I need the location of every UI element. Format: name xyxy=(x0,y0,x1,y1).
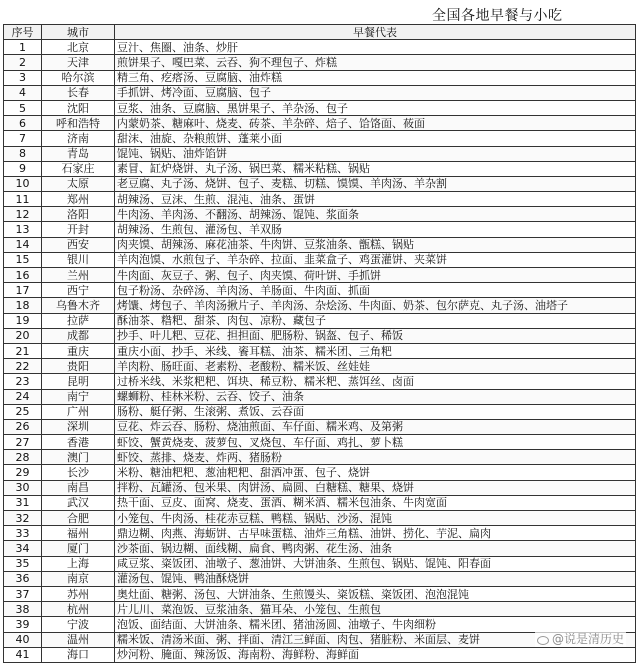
table-row xyxy=(4,526,636,541)
row-food: 手抓饼、烤冷面、豆腐脑、包子 xyxy=(115,85,636,100)
row-city: 苏州 xyxy=(42,586,115,601)
row-number: 30 xyxy=(4,480,42,495)
row-city: 天津 xyxy=(42,55,115,70)
row-number: 23 xyxy=(4,374,42,389)
row-number: 10 xyxy=(4,176,42,191)
row-number: 6 xyxy=(4,116,42,131)
header-food: 早餐代表 xyxy=(115,25,636,40)
row-food: 拌粉、瓦罐汤、包米果、肉饼汤、扁圆、白糖糕、糖果、烧饼 xyxy=(115,480,636,495)
table-row xyxy=(4,85,636,100)
table-row xyxy=(4,586,636,601)
row-city: 郑州 xyxy=(42,192,115,207)
row-city: 昆明 xyxy=(42,374,115,389)
row-number: 32 xyxy=(4,511,42,526)
table-row xyxy=(4,602,636,617)
row-number: 40 xyxy=(4,632,42,647)
table-row xyxy=(4,161,636,176)
row-number: 25 xyxy=(4,404,42,419)
row-city: 开封 xyxy=(42,222,115,237)
table-row xyxy=(4,268,636,283)
row-food: 虾饺、蒸排、烧麦、炸两、猪肠粉 xyxy=(115,450,636,465)
row-city: 洛阳 xyxy=(42,207,115,222)
row-food: 糯米饭、清汤米面、粥、拌面、清江三鲜面、肉包、猪脏粉、米面层、麦饼 xyxy=(115,632,636,647)
row-city: 广州 xyxy=(42,404,115,419)
row-food: 过桥米线、米浆粑粑、饵块、稀豆粉、糯米粑、蒸饵丝、卤面 xyxy=(115,374,636,389)
breakfast-table xyxy=(3,24,636,663)
row-city: 北京 xyxy=(42,40,115,55)
row-city: 西宁 xyxy=(42,283,115,298)
row-city: 杭州 xyxy=(42,602,115,617)
table-row xyxy=(4,374,636,389)
table-row xyxy=(4,541,636,556)
table-row xyxy=(4,480,636,495)
table-row xyxy=(4,70,636,85)
row-city: 香港 xyxy=(42,435,115,450)
table-row xyxy=(4,389,636,404)
row-number: 5 xyxy=(4,100,42,115)
row-food: 虾饺、蟹黄烧麦、菠萝包、叉烧包、车仔面、鸡扎、萝卜糕 xyxy=(115,435,636,450)
watermark-text: @说是清历史 xyxy=(551,632,624,646)
row-number: 36 xyxy=(4,571,42,586)
row-city: 南昌 xyxy=(42,480,115,495)
table-row xyxy=(4,571,636,586)
row-number: 24 xyxy=(4,389,42,404)
row-food: 甜沫、油旋、杂粮煎饼、蓬莱小面 xyxy=(115,131,636,146)
row-food: 胡辣汤、豆沫、生煎、混沌、油条、蛋饼 xyxy=(115,192,636,207)
row-number: 39 xyxy=(4,617,42,632)
row-food: 酥油茶、糌粑、甜茶、肉包、凉粉、藏包子 xyxy=(115,313,636,328)
row-city: 长春 xyxy=(42,85,115,100)
row-number: 13 xyxy=(4,222,42,237)
row-city: 石家庄 xyxy=(42,161,115,176)
table-row xyxy=(4,465,636,480)
table-row xyxy=(4,647,636,662)
row-city: 拉萨 xyxy=(42,313,115,328)
row-food: 泡饭、面结面、大饼油条、糯米团、猪油汤圆、油墩子、牛肉细粉 xyxy=(115,617,636,632)
table-row xyxy=(4,131,636,146)
row-city: 澳门 xyxy=(42,450,115,465)
row-city: 合肥 xyxy=(42,511,115,526)
table-row xyxy=(4,511,636,526)
weibo-icon xyxy=(537,634,549,644)
row-number: 37 xyxy=(4,586,42,601)
row-city: 温州 xyxy=(42,632,115,647)
row-food: 豆花、炸云吞、肠粉、烧油煎面、车仔面、糯米鸡、及第粥 xyxy=(115,419,636,434)
table-row xyxy=(4,55,636,70)
table-row xyxy=(4,359,636,374)
row-city: 西安 xyxy=(42,237,115,252)
row-food: 胡辣汤、生煎包、灌汤包、羊双肠 xyxy=(115,222,636,237)
row-number: 38 xyxy=(4,602,42,617)
table-row xyxy=(4,450,636,465)
row-number: 29 xyxy=(4,465,42,480)
row-number: 18 xyxy=(4,298,42,313)
row-number: 8 xyxy=(4,146,42,161)
row-number: 27 xyxy=(4,435,42,450)
header-row xyxy=(4,25,636,40)
row-food: 炒河粉、腌面、辣汤饭、海南粉、海鲜粉、海鲜面 xyxy=(115,647,636,662)
row-food: 羊肉粉、肠旺面、老素粉、老酸粉、糯米饭、丝娃娃 xyxy=(115,359,636,374)
row-food: 小笼包、牛肉汤、桂花赤豆糕、鸭糕、锅贴、沙汤、混饨 xyxy=(115,511,636,526)
row-number: 19 xyxy=(4,313,42,328)
row-number: 22 xyxy=(4,359,42,374)
table-row xyxy=(4,192,636,207)
row-number: 11 xyxy=(4,192,42,207)
row-city: 青岛 xyxy=(42,146,115,161)
table-row xyxy=(4,556,636,571)
row-city: 呼和浩特 xyxy=(42,116,115,131)
row-number: 16 xyxy=(4,268,42,283)
row-food: 螺蛳粉、桂林米粉、云吞、饺子、油条 xyxy=(115,389,636,404)
row-food: 重庆小面、抄手、米线、餈耳糕、油茶、糯米团、三角粑 xyxy=(115,343,636,358)
table-row xyxy=(4,404,636,419)
row-city: 银川 xyxy=(42,252,115,267)
row-number: 1 xyxy=(4,40,42,55)
row-food: 热干面、豆皮、面窝、烧麦、蛋酒、糊米酒、糯米包油条、牛肉宽面 xyxy=(115,495,636,510)
row-number: 28 xyxy=(4,450,42,465)
row-number: 31 xyxy=(4,495,42,510)
row-city: 深圳 xyxy=(42,419,115,434)
header-no: 序号 xyxy=(4,25,42,40)
row-number: 12 xyxy=(4,207,42,222)
row-food: 牛肉汤、羊肉汤、不翻汤、胡辣汤、馄饨、浆面条 xyxy=(115,207,636,222)
table-row xyxy=(4,237,636,252)
row-city: 福州 xyxy=(42,526,115,541)
row-number: 35 xyxy=(4,556,42,571)
row-number: 15 xyxy=(4,252,42,267)
row-number: 14 xyxy=(4,237,42,252)
table-row xyxy=(4,328,636,343)
row-food: 灌汤包、馄饨、鸭油酥烧饼 xyxy=(115,571,636,586)
row-number: 33 xyxy=(4,526,42,541)
table-row xyxy=(4,313,636,328)
table-row xyxy=(4,40,636,55)
table-row xyxy=(4,435,636,450)
watermark xyxy=(535,630,626,647)
row-food: 馄饨、锅贴、油炸馅饼 xyxy=(115,146,636,161)
row-food: 沙茶面、锅边糊、面线糊、扁食、鸭肉粥、花生汤、油条 xyxy=(115,541,636,556)
row-number: 26 xyxy=(4,419,42,434)
row-number: 9 xyxy=(4,161,42,176)
row-city: 南宁 xyxy=(42,389,115,404)
row-food: 内蒙奶茶、糖麻叶、烧麦、砖茶、羊杂碎、焙子、饸饹面、莜面 xyxy=(115,116,636,131)
table-row xyxy=(4,176,636,191)
row-city: 武汉 xyxy=(42,495,115,510)
row-food: 包子粉汤、杂碎汤、羊肉汤、羊肠面、牛肉面、抓面 xyxy=(115,283,636,298)
row-city: 哈尔滨 xyxy=(42,70,115,85)
row-food: 老豆腐、丸子汤、烧饼、包子、麦糕、切糕、馍馍、羊肉汤、羊杂割 xyxy=(115,176,636,191)
table-row xyxy=(4,116,636,131)
row-city: 重庆 xyxy=(42,343,115,358)
row-city: 南京 xyxy=(42,571,115,586)
table-row xyxy=(4,207,636,222)
row-city: 贵阳 xyxy=(42,359,115,374)
row-food: 肠粉、艇仔粥、生滚粥、煮饭、云吞面 xyxy=(115,404,636,419)
row-city: 厦门 xyxy=(42,541,115,556)
sheet-title: 全国各地早餐与小吃 xyxy=(432,8,563,24)
row-city: 兰州 xyxy=(42,268,115,283)
row-city: 乌鲁木齐 xyxy=(42,298,115,313)
row-food: 煎饼果子、嘎巴菜、云吞、狗不理包子、炸糕 xyxy=(115,55,636,70)
row-food: 片儿川、菜泡饭、豆浆油条、猫耳朵、小笼包、生煎包 xyxy=(115,602,636,617)
row-number: 4 xyxy=(4,85,42,100)
row-food: 奥灶面、糖粥、汤包、大饼油条、生煎馒头、粢饭糕、粢饭团、泡泡混饨 xyxy=(115,586,636,601)
row-food: 精三角、疙瘩汤、豆腐脑、油炸糕 xyxy=(115,70,636,85)
row-food: 豆汁、焦圈、油条、炒肝 xyxy=(115,40,636,55)
row-number: 41 xyxy=(4,647,42,662)
row-city: 宁波 xyxy=(42,617,115,632)
row-food: 咸豆浆、粢饭团、油墩子、葱油饼、大饼油条、生煎包、锅贴、馄饨、阳春面 xyxy=(115,556,636,571)
row-food: 豆浆、油条、豆腐脑、黑饼果子、羊杂汤、包子 xyxy=(115,100,636,115)
table-row xyxy=(4,283,636,298)
row-food: 肉夹馍、胡辣汤、麻花油茶、牛肉饼、豆浆油条、甑糕、锅贴 xyxy=(115,237,636,252)
row-city: 海口 xyxy=(42,647,115,662)
row-number: 34 xyxy=(4,541,42,556)
row-number: 3 xyxy=(4,70,42,85)
header-city: 城市 xyxy=(42,25,115,40)
table-row xyxy=(4,495,636,510)
row-food: 羊肉泡馍、水煎包子、羊杂碎、拉面、韭菜盒子、鸡蛋灌饼、夹菜饼 xyxy=(115,252,636,267)
row-number: 20 xyxy=(4,328,42,343)
row-number: 2 xyxy=(4,55,42,70)
row-city: 成都 xyxy=(42,328,115,343)
table-row xyxy=(4,222,636,237)
row-food: 米粉、糖油粑粑、葱油粑粑、甜酒冲蛋、包子、烧饼 xyxy=(115,465,636,480)
row-city: 济南 xyxy=(42,131,115,146)
table-row xyxy=(4,146,636,161)
row-city: 上海 xyxy=(42,556,115,571)
row-number: 21 xyxy=(4,343,42,358)
row-food: 鼎边糊、肉燕、海蛎饼、古早味蛋糕、油炸三角糕、油饼、捞化、芋泥、扁肉 xyxy=(115,526,636,541)
row-city: 长沙 xyxy=(42,465,115,480)
table-row xyxy=(4,298,636,313)
row-food: 抄手、叶儿粑、豆花、担担面、肥肠粉、锅盔、包子、稀饭 xyxy=(115,328,636,343)
row-number: 17 xyxy=(4,283,42,298)
table-row xyxy=(4,100,636,115)
row-food: 牛肉面、灰豆子、粥、包子、肉夹馍、荷叶饼、手抓饼 xyxy=(115,268,636,283)
table-row xyxy=(4,343,636,358)
row-food: 素冒、缸炉烧饼、丸子汤、锅巴菜、糯米粘糕、锅贴 xyxy=(115,161,636,176)
row-number: 7 xyxy=(4,131,42,146)
row-city: 沈阳 xyxy=(42,100,115,115)
table-row xyxy=(4,419,636,434)
row-city: 太原 xyxy=(42,176,115,191)
table-row xyxy=(4,252,636,267)
row-food: 烤馕、烤包子、羊肉汤揪片子、羊肉汤、杂烩汤、牛肉面、奶茶、包尔萨克、丸子汤、油塔子 xyxy=(115,298,636,313)
